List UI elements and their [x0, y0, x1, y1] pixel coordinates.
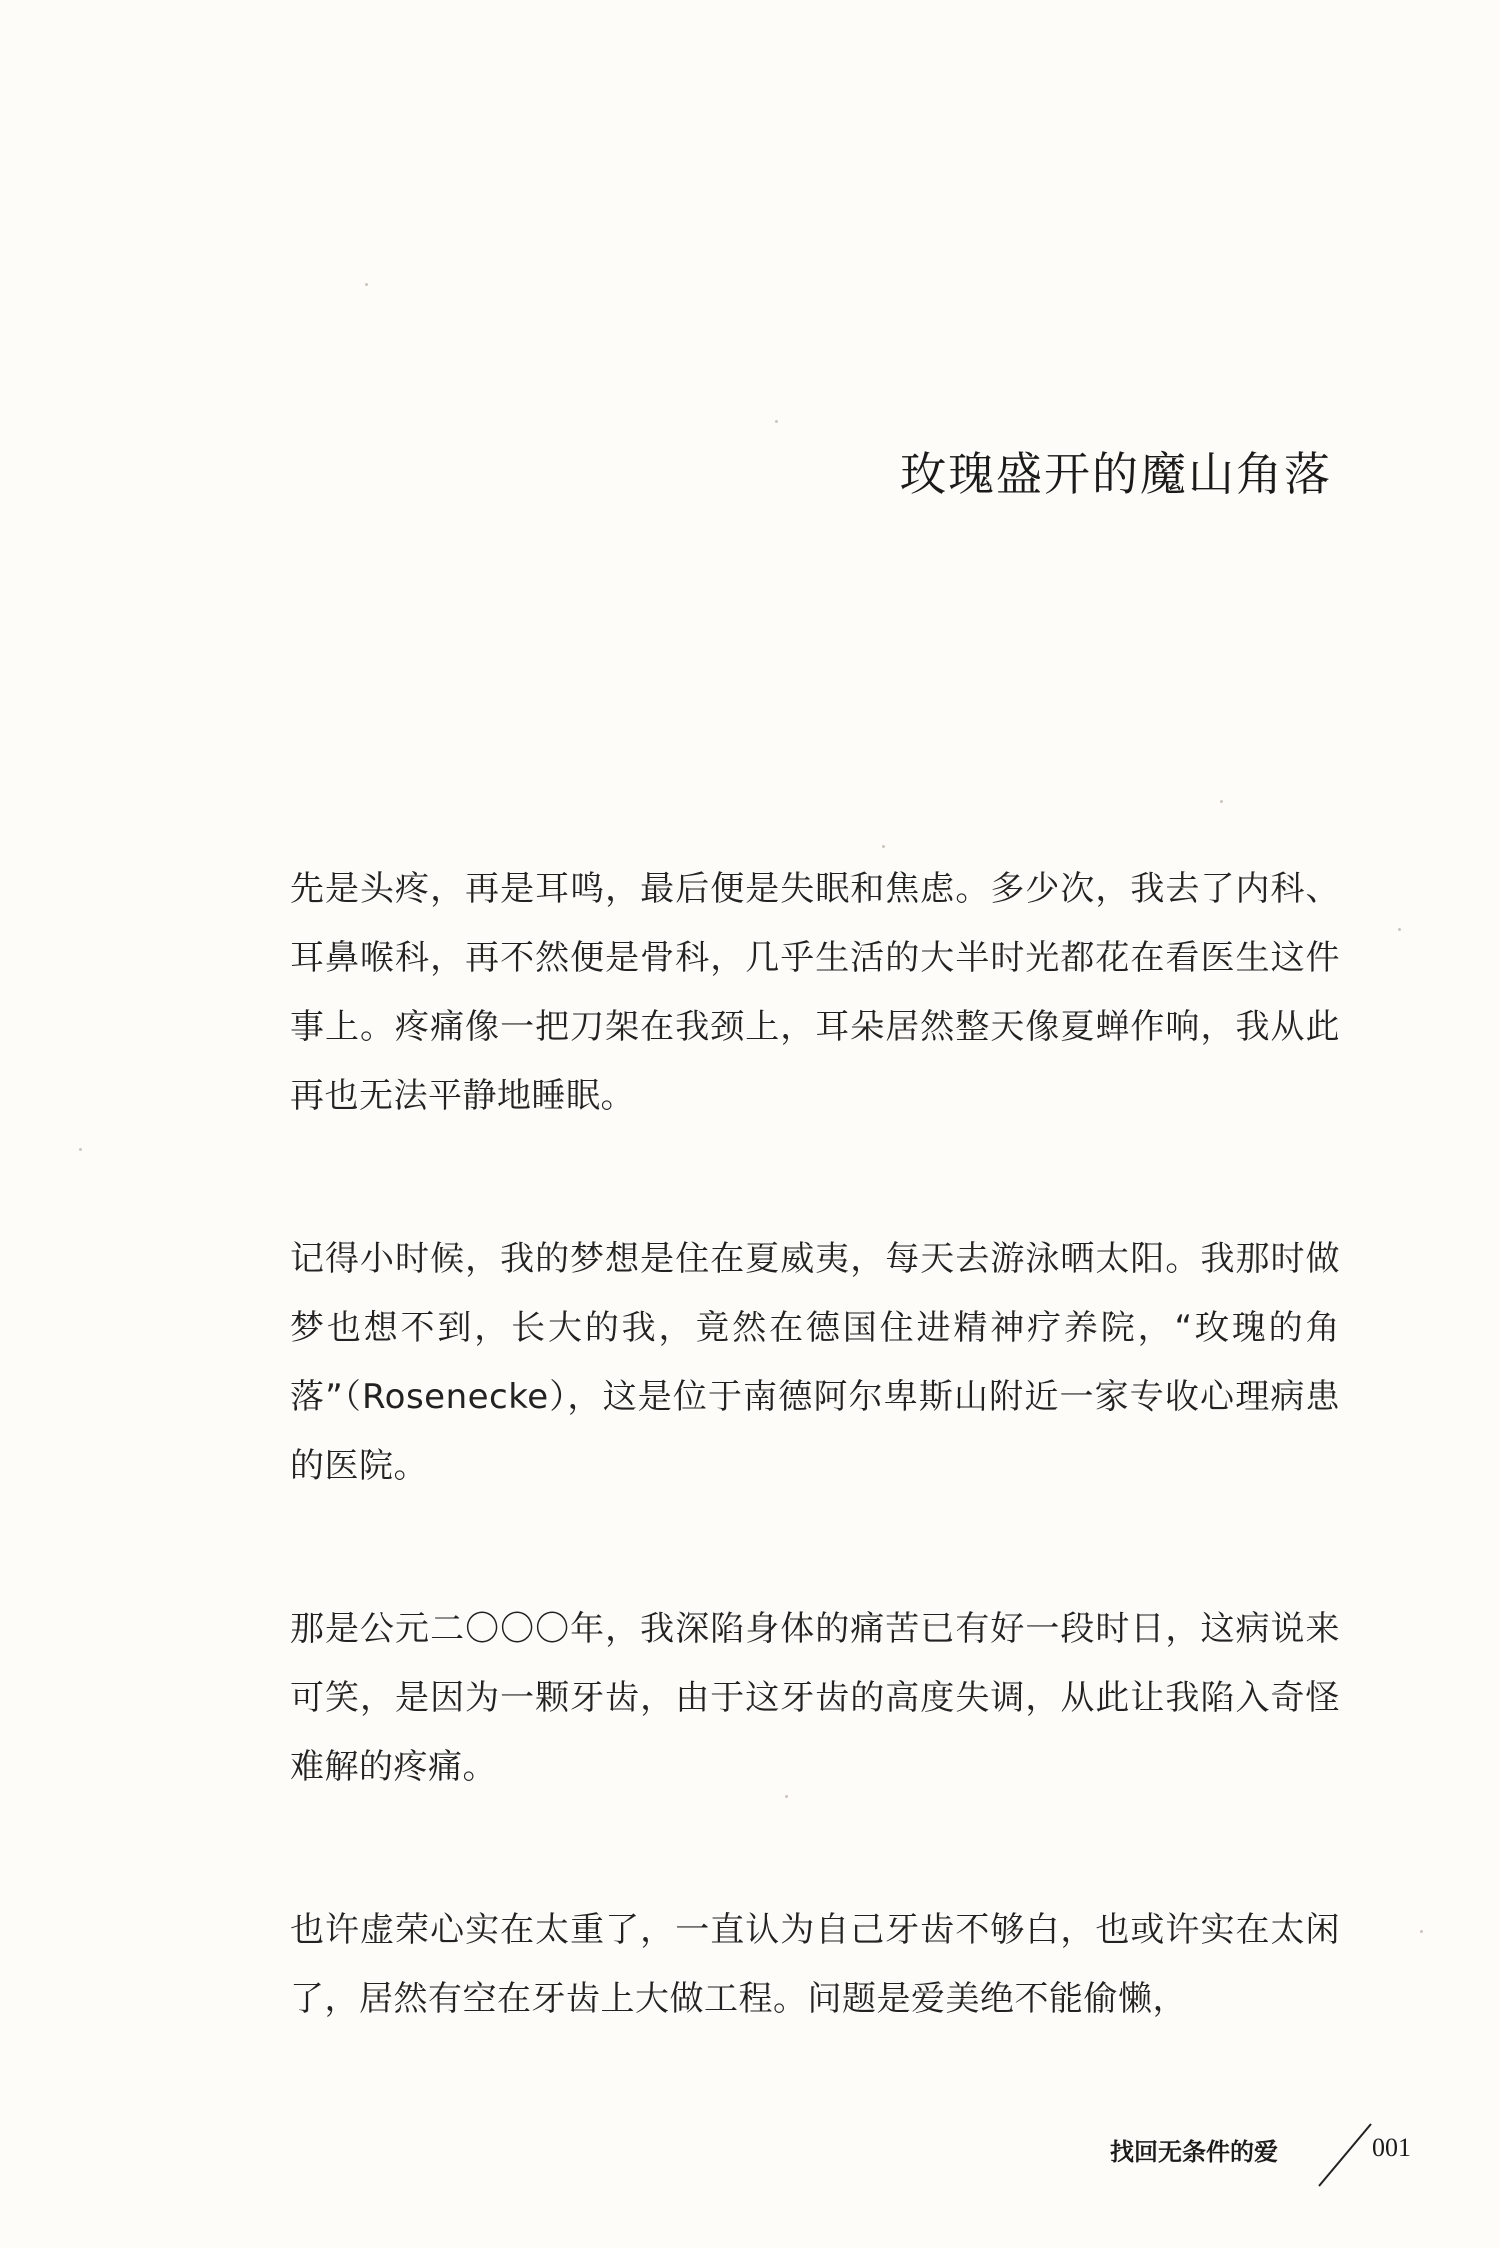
paper-speck [882, 845, 885, 848]
paragraph: 记得小时候，我的梦想是住在夏威夷，每天去游泳晒太阳。我那时做梦也想不到，长大的我，竟然在德国住进精神疗养院，“玫瑰的角落”（Rosenecke），这是位于南德阿尔卑斯山附近一家专收心理病患的医院。 [290, 1239, 1340, 1486]
paper-speck [79, 1148, 82, 1151]
paper-speck [785, 1795, 788, 1798]
paper-speck [1420, 1930, 1423, 1933]
paper-speck [1220, 800, 1223, 803]
running-footer-title: 找回无条件的爱 [1110, 2137, 1278, 2166]
paragraph: 那是公元二〇〇〇年，我深陷身体的痛苦已有好一段时日，这病说来可笑，是因为一颗牙齿，由于这牙齿的高度失调，从此让我陷入奇怪难解的疼痛。 [290, 1609, 1340, 1787]
page-number: 001 [1372, 2133, 1411, 2162]
body-text [290, 855, 1340, 2128]
footer-divider-slash [1315, 2120, 1375, 2190]
paragraph: 先是头疼，再是耳鸣，最后便是失眠和焦虑。多少次，我去了内科、耳鼻喉科，再不然便是骨科，几乎生活的大半时光都花在看医生这件事上。疼痛像一把刀架在我颈上，耳朵居然整天像夏蝉作响，我从此再也无法平静地睡眠。 [290, 869, 1340, 1116]
chapter-title: 玫瑰盛开的魔山角落 [900, 447, 1332, 501]
page-footer [1110, 2120, 1410, 2190]
paragraph: 也许虚荣心实在太重了，一直认为自己牙齿不够白，也或许实在太闲了，居然有空在牙齿上大做工程。问题是爱美绝不能偷懒， [290, 1910, 1340, 2019]
paper-speck [365, 283, 368, 286]
paper-speck [1398, 928, 1401, 931]
paper-speck [775, 420, 778, 423]
